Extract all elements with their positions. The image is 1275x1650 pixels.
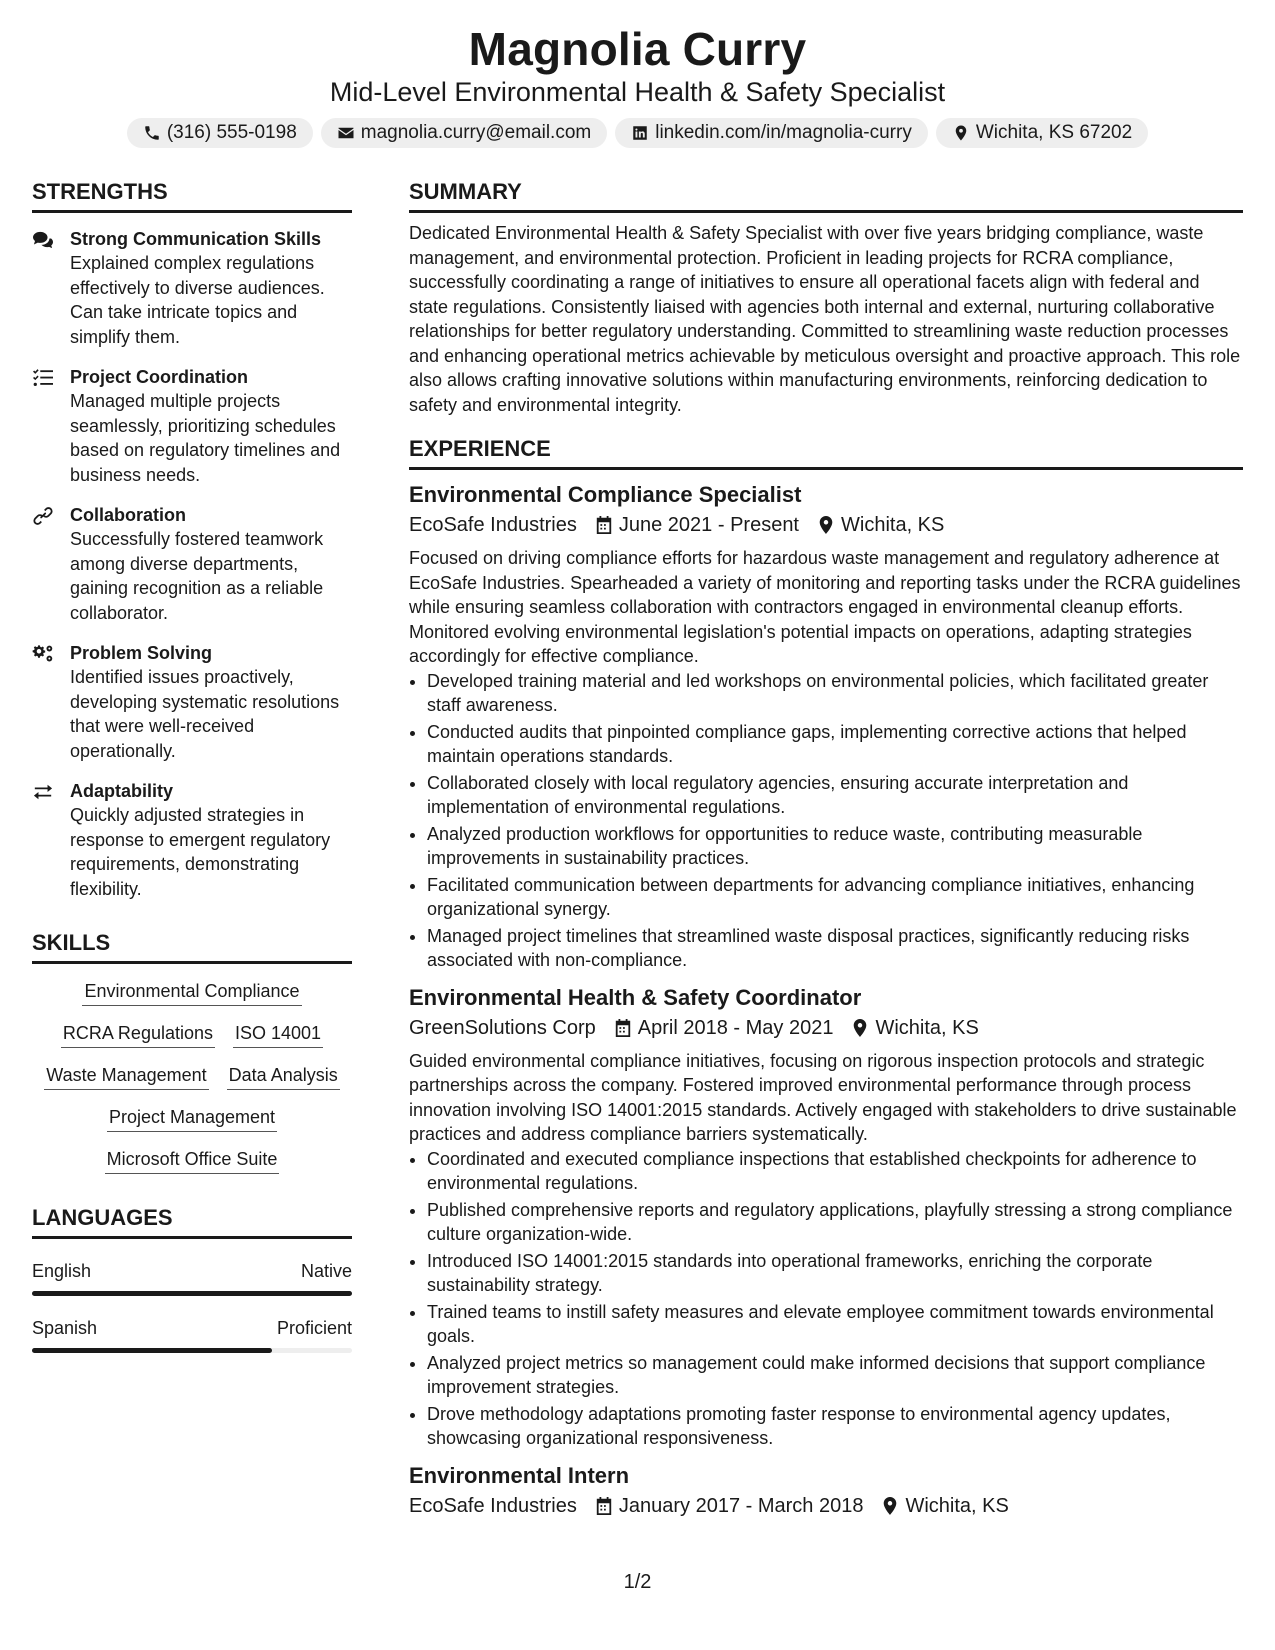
language-bar-fill [32,1348,272,1353]
job-bullet: • Introduced ISO 14001:2015 standards into operational frameworks, enriching the corporate sustainability strategy. [427,1249,1243,1298]
calendar-icon [614,1018,632,1038]
job-description: Guided environmental compliance initiatives, focusing on rigorous inspection protocols and strategic partnerships across the company. Fostered improved environmental performance through process innovation involving ISO 14001:2015 standards. Actively engaged with stakeholders to drive sustainable practices and address compliance barriers systematically. [409,1050,1237,1144]
right-column [409,178,1243,1521]
location-text: Wichita, KS 67202 [975,122,1133,143]
strength-desc: Identified issues proactively, developing systematic resolutions that were well-received operationally. [70,667,340,761]
job-meta [409,1013,1243,1043]
skills-list [32,978,352,1174]
job-company: GreenSolutions Corp [409,1016,596,1039]
map-pin-icon [851,1018,869,1038]
job-location: Wichita, KS [905,1494,1009,1517]
summary-heading: SUMMARY [409,178,1243,213]
language-bar-fill [32,1291,352,1296]
left-column [32,178,352,1353]
language-name: English [32,1261,92,1281]
language-bar [32,1348,352,1353]
job-bullet: • Analyzed project metrics so management could make informed decisions that support compliance improvement strategies. [427,1351,1243,1400]
job-title: Environmental Intern [409,1462,630,1488]
linkedin-chip[interactable] [615,118,928,148]
job-bullet: • Analyzed production workflows for opportunities to reduce waste, contributing measurable improvements in sustainability practices. [427,822,1243,871]
job-entry [409,983,1243,1451]
map-pin-icon [817,515,835,535]
page-number: 1/2 [623,1571,652,1593]
skill-tag: Microsoft Office Suite [105,1146,280,1174]
calendar-icon [595,515,613,535]
strength-name: Project Coordination [70,367,249,387]
strength-desc: Quickly adjusted strategies in response to emergent regulatory requirements, demonstrating flexibility. [70,805,331,899]
job-bullet: • Developed training material and led workshops on environmental policies, which facilitated greater staff awareness. [427,669,1243,718]
strength-item [32,365,352,487]
arrows-exchange-icon [32,782,54,802]
strength-desc: Explained complex regulations effectively to diverse audiences. Can take intricate topics and simplify them. [70,253,325,347]
job-title: Environmental Health & Safety Coordinator [409,984,862,1010]
job-meta [409,510,1243,540]
language-level: Proficient [276,1318,352,1338]
language-item [32,1316,352,1353]
strength-desc: Managed multiple projects seamlessly, prioritizing schedules based on regulatory timelines and business needs. [70,391,341,485]
resume-header [0,20,1275,148]
envelope-icon [337,124,355,142]
language-item [32,1259,352,1296]
job-location: Wichita, KS [841,514,945,536]
map-pin-icon [881,1496,899,1516]
job-location: Wichita, KS [875,1016,979,1039]
job-title: Environmental Compliance Specialist [409,482,802,507]
job-entry [409,1461,1243,1521]
job-dates: April 2018 - May 2021 [637,1016,834,1039]
contact-bar [0,118,1275,148]
job-description: Focused on driving compliance efforts for hazardous waste management and regulatory adherence at EcoSafe Industries. Spearheaded a variety of monitoring and reporting tasks under the RCRA guidelines while ensuring seamless collaboration with contractors engaged in environmental cleanup efforts. Monitored evolving environmental legislation's potential impacts on operations, adapting strategies accordingly for effective compliance. [409,548,1241,666]
location-chip [936,118,1148,148]
job-bullet: • Conducted audits that pinpointed compliance gaps, implementing corrective actions that helped maintain operations standards. [427,720,1243,769]
job-company: EcoSafe Industries [409,514,577,536]
job-bullet: • Collaborated closely with local regulatory agencies, ensuring accurate interpretation and implementation of environmental regulations. [427,771,1243,820]
list-check-icon [32,368,54,388]
phone-text: (316) 555-0198 [166,122,297,143]
skill-tag: Waste Management [44,1062,208,1090]
strengths-list [32,227,352,901]
strength-name: Adaptability [70,781,174,801]
strength-item [32,641,352,763]
skills-section [32,929,352,1174]
strengths-heading: STRENGTHS [32,178,352,213]
calendar-icon [595,1496,613,1516]
skill-tag: RCRA Regulations [61,1020,215,1048]
language-name: Spanish [32,1318,98,1338]
summary-text: Dedicated Environmental Health & Safety Specialist with over five years bridging compliance, waste management, and environmental protection. Proficient in leading projects for RCRA compliance, successfully coordinating a range of initiatives to ensure all operational facets align with federal and state regulations. Consistently liaised with agencies both internal and external, nurturing collaborative relationships for better regulatory understanding. Committed to streamlining waste reduction processes and enhancing operational metrics achievable by meticulous oversight and proactive approach. This role also allows crafting innovative solutions within manufacturing environments, reinforcing dedication to safety and environmental integrity. [409,223,1241,415]
skill-tag: Project Management [107,1104,277,1132]
languages-section [32,1204,352,1353]
skills-heading: SKILLS [32,929,352,964]
job-dates: June 2021 - Present [618,514,799,536]
job-bullet: • Managed project timelines that streamlined waste disposal practices, significantly reducing risks associated with non-compliance. [427,924,1243,973]
job-bullet: • Published comprehensive reports and regulatory applications, playfully stressing a strong compliance culture organization-wide. [427,1198,1243,1247]
languages-heading: LANGUAGES [32,1204,352,1239]
language-bar [32,1291,352,1296]
map-pin-icon [952,124,970,142]
job-bullets [409,669,1243,973]
linkedin-text: linkedin.com/in/magnolia-curry [655,122,912,143]
strength-item [32,779,352,901]
job-bullet: • Drove methodology adaptations promoting faster response to environmental agency updates, showcasing organizational responsiveness. [427,1402,1243,1451]
language-level: Native [300,1261,352,1281]
email-text: magnolia.curry@email.com [360,122,592,143]
candidate-name: Magnolia Curry [468,23,807,75]
strength-item [32,503,352,625]
skill-tag: Environmental Compliance [82,978,301,1006]
link-icon [32,506,54,526]
job-dates: January 2017 - March 2018 [618,1494,864,1517]
strength-item [32,227,352,349]
skill-tag: ISO 14001 [233,1020,323,1048]
skill-tag: Data Analysis [227,1062,340,1090]
job-bullet: • Coordinated and executed compliance inspections that established checkpoints for adherence to environmental regulations. [427,1147,1243,1196]
strength-desc: Successfully fostered teamwork among diverse departments, gaining recognition as a reliable collaborator. [70,529,324,623]
job-bullet: • Trained teams to instill safety measures and elevate employee commitment towards environmental goals. [427,1300,1243,1349]
strength-name: Problem Solving [70,643,213,663]
job-entry [409,480,1243,973]
gears-icon [32,644,54,664]
experience-section [409,435,1243,1521]
strength-name: Strong Communication Skills [70,229,322,249]
experience-heading: EXPERIENCE [409,435,1243,470]
phone-chip[interactable] [127,118,313,148]
candidate-title: Mid-Level Environmental Health & Safety Specialist [329,77,946,107]
phone-icon [143,124,161,142]
job-bullets [409,1147,1243,1451]
job-company: EcoSafe Industries [409,1494,577,1517]
strength-name: Collaboration [70,505,186,525]
job-meta [409,1491,1243,1521]
email-chip[interactable] [321,118,607,148]
comments-icon [32,230,54,250]
linkedin-icon [631,124,649,142]
job-bullet: • Facilitated communication between departments for advancing compliance initiatives, enhancing organizational synergy. [427,873,1243,922]
